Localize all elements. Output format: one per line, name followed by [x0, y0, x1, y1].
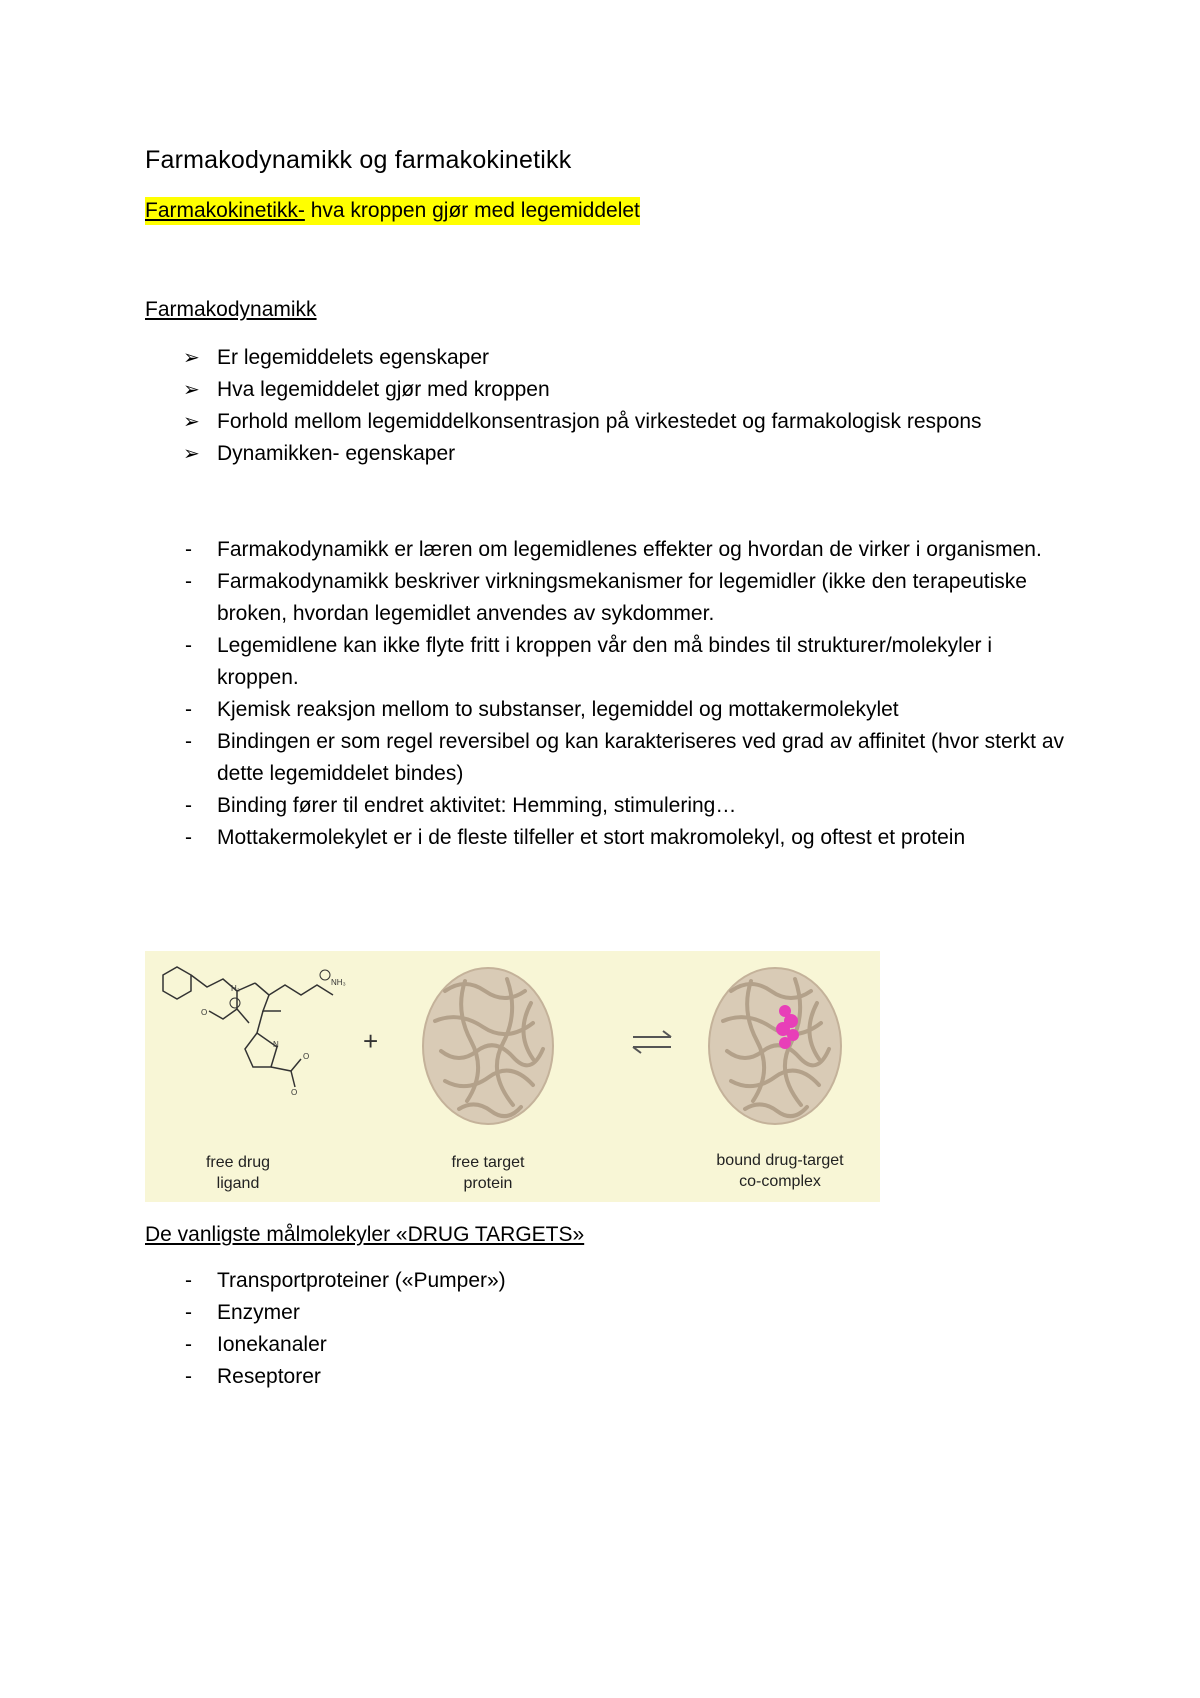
list-item: ➢ Hva legemiddelet gjør med kroppen: [145, 374, 982, 406]
dash-bullet: -: [185, 1333, 192, 1356]
bound-complex-icon: [709, 968, 841, 1124]
dash-bullet: -: [185, 1365, 192, 1388]
plus-sign: +: [363, 1026, 379, 1056]
list-item: - Binding fører til endret aktivitet: Hemming, stimulering…: [145, 790, 1075, 822]
benzene-ring: [163, 967, 191, 999]
drug-binding-figure: [145, 951, 880, 1202]
free-protein-icon: [423, 968, 553, 1124]
list-item: - Kjemisk reaksjon mellom to substanser, legemiddel og mottakermolekylet: [145, 694, 1075, 726]
list-item: - Farmakodynamikk beskriver virkningsmekanismer for legemidler (ikke den terapeutiske broken, hvordan legemidlet anvendes av sykdommer.: [145, 566, 1075, 630]
o-label-3: O: [291, 1088, 298, 1097]
dash-bullet: -: [185, 698, 192, 721]
arrow-bullet-icon: ➢: [183, 411, 200, 433]
kinetikk-text: hva kroppen gjør med legemiddelet: [304, 199, 640, 222]
charge-plus-icon: [320, 970, 330, 980]
list-item: - Bindingen er som regel reversibel og kan karakteriseres ved grad av affinitet (hvor sterkt av dette legemiddelet bindes): [145, 726, 1075, 790]
dynamikk-details: [145, 534, 1075, 854]
highlighted-definition: [145, 197, 640, 225]
n-label: N: [273, 1040, 279, 1049]
list-item: - Transportproteiner («Pumper»): [145, 1265, 1075, 1297]
nh3-label: NH₃: [331, 978, 346, 987]
equilibrium-arrow-icon: [633, 1031, 671, 1053]
ligand-structure: [163, 967, 333, 1087]
list-item: - Enzymer: [145, 1297, 1075, 1329]
caption-ligand: free drug ligand: [205, 1154, 271, 1192]
list-item: ➢ Er legemiddelets egenskaper: [145, 342, 982, 374]
targets-heading: De vanligste målmolekyler «DRUG TARGETS»: [145, 1223, 585, 1246]
arrow-bullet-icon: ➢: [183, 443, 200, 465]
caption-protein: free target protein: [451, 1154, 525, 1192]
list-item: - Farmakodynamikk er læren om legemidlenes effekter og hvordan de virker i organismen.: [145, 534, 1075, 566]
dash-bullet: -: [185, 634, 192, 657]
o-label-2: O: [303, 1052, 310, 1061]
document-title: Farmakodynamikk og farmakokinetikk: [145, 146, 572, 174]
kinetikk-definition: [145, 199, 640, 223]
caption-complex: bound drug-target co-complex: [716, 1152, 844, 1190]
charge-plus-icon: [230, 998, 240, 1008]
proline-ring: [245, 1033, 277, 1067]
drug-targets-list: [145, 1265, 1075, 1393]
kinetikk-term: Farmakokinetikk-: [145, 199, 305, 222]
o-label-1: O: [201, 1008, 208, 1017]
dash-bullet: -: [185, 730, 192, 753]
nh2-label: H₂: [231, 984, 240, 993]
list-item: ➢ Dynamikken- egenskaper: [145, 438, 982, 470]
dash-bullet: -: [185, 1269, 192, 1292]
dash-bullet: -: [185, 538, 192, 561]
dynamikk-points: [145, 342, 982, 470]
list-item: - Legemidlene kan ikke flyte fritt i kroppen vår den må bindes til strukturer/molekyler i kroppen.: [145, 630, 1075, 694]
dynamikk-heading: Farmakodynamikk: [145, 298, 317, 321]
dash-bullet: -: [185, 794, 192, 817]
dash-bullet: -: [185, 1301, 192, 1324]
list-item: - Mottakermolekylet er i de fleste tilfeller et stort makromolekyl, og oftest et protein: [145, 822, 1075, 854]
arrow-bullet-icon: ➢: [183, 347, 200, 369]
arrow-bullet-icon: ➢: [183, 379, 200, 401]
list-item: ➢ Forhold mellom legemiddelkonsentrasjon på virkestedet og farmakologisk respons: [145, 406, 982, 438]
dash-bullet: -: [185, 570, 192, 593]
dash-bullet: -: [185, 826, 192, 849]
list-item: - Reseptorer: [145, 1361, 1075, 1393]
list-item: - Ionekanaler: [145, 1329, 1075, 1361]
